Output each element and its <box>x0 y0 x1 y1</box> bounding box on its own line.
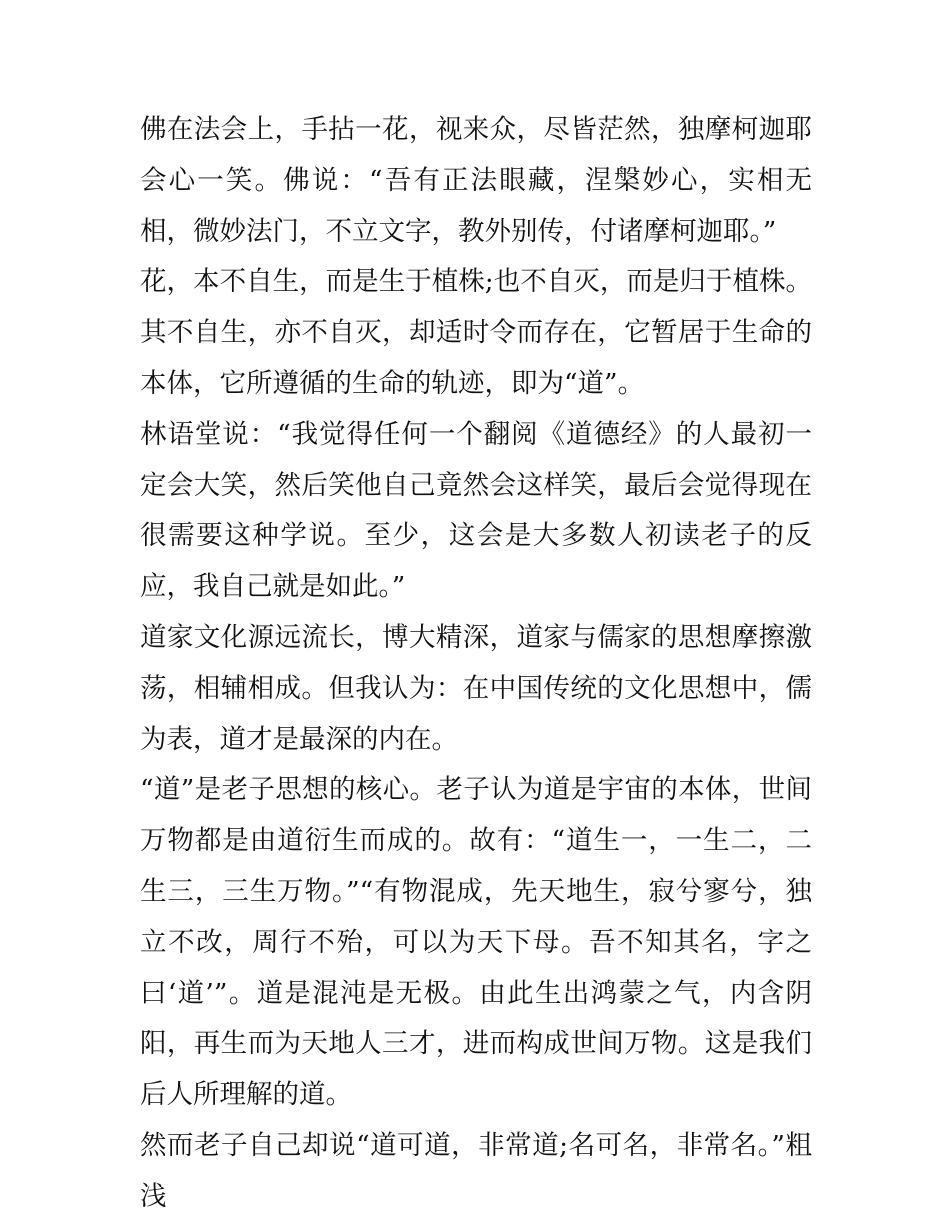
paragraph: 道家文化源远流长，博大精深，道家与儒家的思想摩擦激荡，相辅相成。但我认为：在中国传统的文化思想中，儒为表，道才是最深的内在。 <box>140 621 812 755</box>
paragraph: 林语堂说：“我觉得任何一个翻阅《道德经》的人最初一定会大笑，然后笑他自己竟然会这样笑，最后会觉得现在很需要这种学说。至少，这会是大多数人初读老子的反应，我自己就是如此。” <box>140 418 812 603</box>
paragraph: 花，本不自生，而是生于植株;也不自灭，而是归于植株。其不自生，亦不自灭，却适时令而存在，它暂居于生命的本体，它所遵循的生命的轨迹，即为“道”。 <box>140 266 812 399</box>
paragraph: 然而老子自己却说“道可道，非常道;名可名，非常名。”粗浅 <box>140 1129 812 1212</box>
paragraph: “道”是老子思想的核心。老子认为道是宇宙的本体，世间万物都是由道衍生而成的。故有：“道生一，一生二，二生三，三生万物。”“有物混成，先天地生，寂兮寥兮，独立不改，周行不殆，可以为天下母。吾不知其名，字之曰‘道’”。道是混沌是无极。由此生出鸿蒙之气，内含阴阳，再生而为天地人三才，进而构成世间万物。这是我们后人所理解的道。 <box>140 774 812 1111</box>
paragraph: 佛在法会上，手拈一花，视来众，尽皆茫然，独摩柯迦耶会心一笑。佛说：“吾有正法眼藏，涅槃妙心，实相无相，微妙法门，不立文字，教外别传，付诸摩柯迦耶。” <box>140 114 812 247</box>
document-body <box>140 105 812 1223</box>
